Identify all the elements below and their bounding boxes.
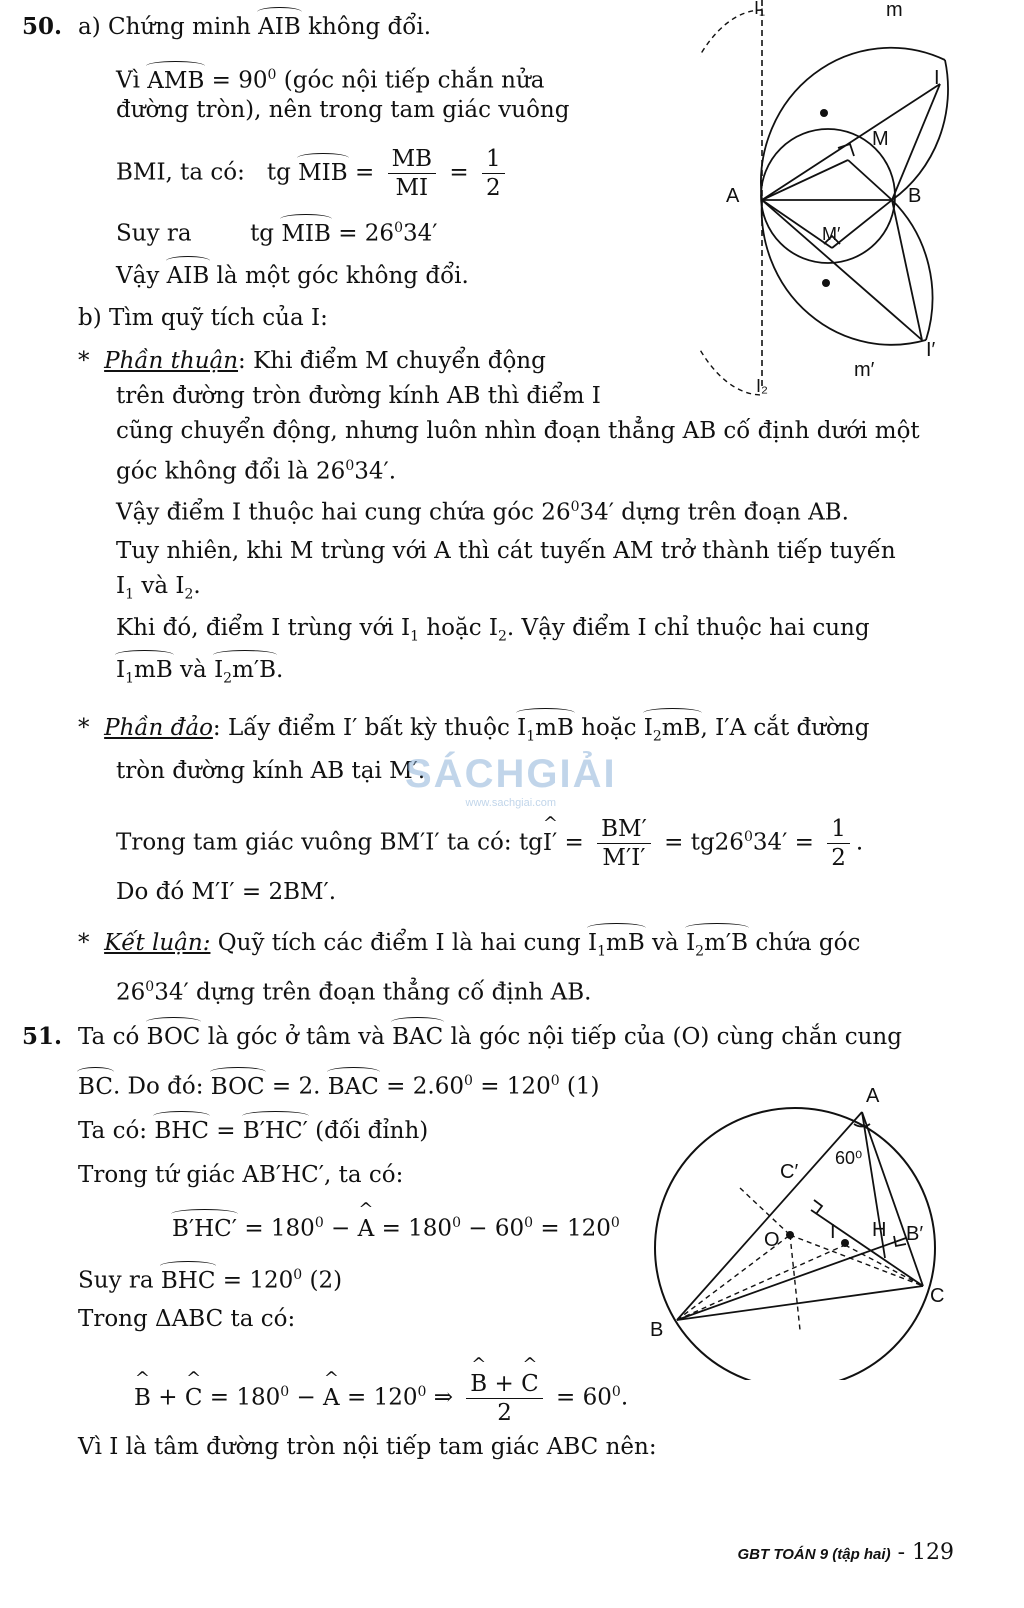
text-line: Tuy nhiên, khi M trùng với A thì cát tuyến AM trở thành tiếp tuyến: [116, 538, 896, 564]
label-b: B: [650, 1319, 664, 1341]
problem-51-number: 51.: [22, 1023, 63, 1050]
text-line: đường tròn), nên trong tam giác vuông: [116, 97, 570, 123]
text-line: Trong tứ giác AB′HC′, ta có:: [78, 1162, 404, 1188]
label-a: A: [866, 1085, 880, 1107]
figure-locus: [700, 0, 990, 410]
watermark-logo: SÁCHGIẢI www.sachgiai.com: [405, 752, 617, 809]
page-number: 129: [912, 1540, 954, 1565]
label-h: H: [872, 1219, 887, 1241]
label-m-prime: M′: [822, 224, 841, 244]
text-line: tròn đường kính AB tại M′.: [116, 758, 426, 784]
label-m-prime-arc: m′: [854, 359, 875, 381]
label-i: I: [830, 1221, 836, 1243]
label-b: B: [908, 185, 922, 207]
text-line: Trong ΔABC ta có:: [78, 1306, 296, 1332]
page-footer: GBT TOÁN 9 (tập hai) - 129: [737, 1540, 954, 1565]
label-b-prime: B′: [906, 1223, 924, 1245]
text-line: * Kết luận: Quỹ tích các điểm I là hai cung $I_1mB$ và $I_2m'B$ chứa góc: [78, 928, 860, 967]
text-line: Vậy AIB là một góc không đổi.: [116, 263, 469, 289]
part-a-title: a) Chứng minh AIB không đổi.: [78, 14, 431, 40]
label-i1: I₁: [754, 0, 766, 18]
book-series: GBT TOÁN 9 (tập hai): [737, 1546, 891, 1563]
text-line: $I_1$ và $I_2$.: [116, 573, 201, 603]
text-line: Ta có BOC là góc ở tâm và BAC là góc nội tiếp của (O) cùng chắn cung: [78, 1024, 902, 1050]
text-line: trên đường tròn đường kính AB thì điểm I: [116, 383, 601, 409]
text-line: Ta có: BHC = B′HC′ (đối đỉnh): [78, 1118, 429, 1144]
label-i: I: [934, 67, 940, 89]
text-line: * Phần đảo: Lấy điểm I′ bất kỳ thuộc $I_1mB$ hoặc $I_2mB$, I′A cắt đường: [78, 713, 869, 752]
label-m: m: [886, 0, 903, 21]
text-line: Vì AMB = $90^0$ (góc nội tiếp chắn nửa: [116, 67, 545, 94]
circumcircle: [655, 1108, 935, 1380]
formula-tg-mib: BMI, ta có: tg MIB = $\frac{MB}{MI}$ = $\frac{1}{2}$: [116, 145, 511, 202]
label-angle-60: 60⁰: [835, 1148, 863, 1168]
text-line: Do đó M′I′ = 2BM′.: [116, 879, 337, 905]
problem-50-number: 50.: [22, 13, 63, 40]
text-line: Suy ra BHC = $120^0$ (2): [78, 1267, 343, 1294]
formula-line: $B'HC' = 180^0$ − ^ $A = 180^0 - 60^0 = 120^0$: [172, 1208, 620, 1244]
label-i2: I₂: [756, 376, 768, 396]
text-line: Vì I là tâm đường tròn nội tiếp tam giác ABC nên:: [78, 1434, 657, 1460]
label-o: O: [764, 1229, 780, 1251]
text-line: Vậy điểm I thuộc hai cung chứa góc $26^034'$ dựng trên đoạn AB.: [116, 499, 849, 526]
text-line: $I_1mB$ và $I_2m'B$.: [116, 655, 283, 694]
text-line: $26^034'$ dựng trên đoạn thẳng cố định AB.: [116, 979, 592, 1006]
label-i-prime: I′: [926, 339, 936, 361]
label-a: A: [726, 185, 740, 207]
text-line: Khi đó, điểm I trùng với $I_1$ hoặc $I_2$. Vậy điểm I chỉ thuộc hai cung: [116, 615, 870, 645]
figure-triangle: [640, 1080, 970, 1380]
text-line: góc không đổi là $26^034'$.: [116, 458, 397, 485]
formula-line: ^ B + ^ $C = 180^0$ − ^ $A = 120^0$ ⇒ ^ $\frac{B + \^{} C}{2}$ = $60^0$.: [134, 1370, 628, 1427]
label-m-point: M: [872, 128, 889, 150]
label-c-prime: C′: [780, 1161, 799, 1183]
text-line: cũng chuyển động, nhưng luôn nhìn đoạn thẳng AB cố định dưới một: [116, 418, 920, 444]
text-line: BC. Do đó: BOC = 2. BAC = $2.60^0 = 120^0$ (1): [78, 1073, 600, 1100]
formula-tg-i: Trong tam giác vuông BM′I′ ta có: tg^ I′ = $\frac{BM'}{M'I'}$ = $tg26^034'$ = $\frac{1}{2}$ .: [116, 815, 863, 872]
text-line: * Phần thuận: Khi điểm M chuyển động: [78, 348, 546, 374]
formula-line: Suy ra tg MIB = $26^034'$: [116, 220, 438, 247]
part-b-title: b) Tìm quỹ tích của I:: [78, 305, 328, 331]
label-c: C: [930, 1285, 945, 1307]
